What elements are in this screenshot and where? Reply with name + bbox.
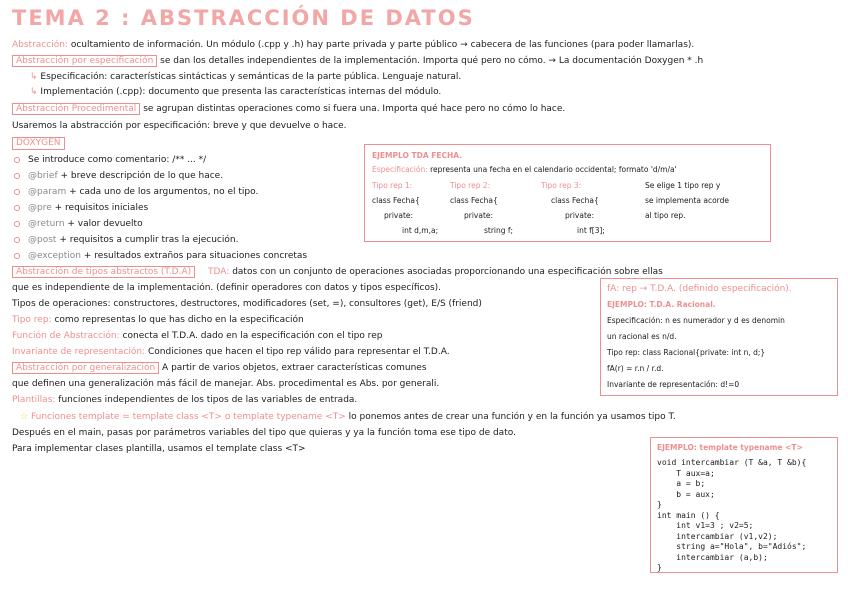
fecha-col3: Tipo rep 3: class Fecha{ private: int f[3]; <box>541 181 605 235</box>
bullet-icon <box>14 173 20 179</box>
tda-line: Abstracción de tipos abstractos (T.D.A) TDA: datos con un conjunto de operaciones asociadas proporcionando una especificación sobre ellas <box>12 267 663 278</box>
racional-invariante: Invariante de representación: d!=0 <box>607 380 740 389</box>
especificacion-sub2: ↳ Implementación (.cpp): documento que presenta las características internas del módulo. <box>30 87 442 97</box>
code-line: int v1=3 ; v2=5; <box>657 521 754 530</box>
bullet-icon <box>14 221 20 227</box>
abstraccion-text: ocultamiento de información. Un módulo (.cpp y .h) hay parte privada y parte público → cabecera de las funciones (para poder llamarlas). <box>70 40 695 50</box>
especificacion-text: se dan los detalles independientes de la implementación. Importa qué pero no cómo. → La documentación Doxygen * .h <box>160 56 704 66</box>
bullet-icon <box>14 237 20 243</box>
generalizacion-label: Abstracción por generalización <box>12 362 159 374</box>
doxygen-text: Se introduce como comentario: /** ... */ <box>28 155 207 165</box>
doxygen-item <box>14 152 307 168</box>
abstraccion-label: Abstracción: <box>12 40 68 50</box>
ejemplo-fecha-title: EJEMPLO TDA FECHA. <box>372 151 463 160</box>
codigo-lines <box>657 458 806 574</box>
racional-fa: fA(r) = r.n / r.d. <box>607 364 664 373</box>
racional-title: fA: rep → T.D.A. (definido especificación). <box>607 284 792 294</box>
tiporep-line: Tipo rep: como representas lo que has dicho en la especificación <box>12 315 304 325</box>
code-line: intercambiar (a,b); <box>657 552 768 562</box>
especificacion-sub1: ↳ Especificación: características sintácticas y semánticas de la parte pública. Lenguaje natural. <box>30 72 462 82</box>
doxygen-text: + requisitos iniciales <box>54 203 149 213</box>
arrow-icon: ↳ <box>30 72 38 82</box>
doxygen-text: + requisitos a cumplir tras la ejecución. <box>59 235 239 245</box>
doxygen-list <box>14 152 307 264</box>
code-line: } <box>657 563 662 572</box>
code-line: T aux=a; <box>657 468 715 478</box>
template-line3: Para implementar clases plantilla, usamos el template class <T> <box>12 444 306 454</box>
fecha-col2: Tipo rep 2: class Fecha{ private: string f; <box>450 181 514 235</box>
doxygen-item <box>14 216 307 232</box>
racional-esp2: un racional es n/d. <box>607 332 677 341</box>
ejemplo-fecha-esp: Especificación: representa una fecha en el calendario occidental; formato 'd/m/a' <box>372 165 677 174</box>
doxygen-item <box>14 232 307 248</box>
doxygen-label: DOXYGEN <box>12 137 65 150</box>
codigo-panel <box>650 437 838 573</box>
tda-line2: que es independiente de la implementación. (definir operadores con datos y tipos específicos). <box>12 283 442 293</box>
bullet-icon <box>14 253 20 259</box>
tipos-operaciones: Tipos de operaciones: constructores, destructores, modificadores (set, =), consultores (get), E/S (friend) <box>12 299 482 309</box>
code-line: b = aux; <box>657 489 715 499</box>
racional-tiporep: Tipo rep: class Racional{private: int n, d;} <box>607 348 766 357</box>
doxygen-text: + valor devuelto <box>67 219 143 229</box>
ejemplo-fecha-panel <box>364 144 771 242</box>
racional-panel <box>600 278 838 396</box>
doxygen-text: + breve descripción de lo que hace. <box>60 171 224 181</box>
procedimental-text: se agrupan distintas operaciones como si fuera una. Importa qué hace pero no cómo lo hace. <box>143 104 566 114</box>
doxygen-tag: @brief <box>28 171 58 181</box>
doxygen-item <box>14 168 307 184</box>
doxygen-tag: @post <box>28 235 57 245</box>
generalizacion-line2: que definen una generalización más fácil de manejar. Abs. procedimental es Abs. por generali. <box>12 379 440 389</box>
bullet-icon <box>14 189 20 195</box>
fecha-col4: Se elige 1 tipo rep y se implementa acorde al tipo rep. <box>645 181 729 220</box>
doxygen-text: + resultados extraños para situaciones concretas <box>83 251 308 261</box>
fecha-col1: Tipo rep 1: class Fecha{ private: int d,m,a; <box>372 181 439 235</box>
star-icon: ☆ <box>20 412 29 422</box>
code-line: void intercambiar (T &a, T &b){ <box>657 458 807 467</box>
codigo-title: EJEMPLO: template typename <T> <box>657 443 803 452</box>
plantillas-line: Plantillas: funciones independientes de los tipos de las variables de entrada. <box>12 395 358 405</box>
procedimental-label: Abstracción Procedimental <box>12 103 140 115</box>
code-line: } <box>657 500 662 509</box>
template-line2: Después en el main, pasas por parámetros variables del tipo que quieras y ya la función toma ese tipo de dato. <box>12 428 516 438</box>
doxygen-tag: @pre <box>28 203 52 213</box>
doxygen-item <box>14 248 307 264</box>
usaremos-line: Usaremos la abstracción por especificación: breve y que devuelve o hace. <box>12 121 347 131</box>
page-title: TEMA 2 : ABSTRACCIÓN DE DATOS <box>12 6 475 30</box>
doxygen-tag: @param <box>28 187 67 197</box>
code-line: a = b; <box>657 479 706 488</box>
funcion-abstraccion-line: Función de Abstracción: conecta el T.D.A. dado en la especificación con el tipo rep <box>12 331 383 341</box>
tda-label: Abstracción de tipos abstractos (T.D.A) <box>12 266 195 278</box>
doxygen-tag: @return <box>28 219 65 229</box>
template-line: ☆ Funciones template = template class <T> o template typename <T> lo ponemos antes de crear una función y en la función ya usamos tipo T. <box>20 412 676 422</box>
doxygen-tag: @exception <box>28 251 81 261</box>
doxygen-item <box>14 200 307 216</box>
bullet-icon <box>14 157 20 163</box>
code-line: intercambiar (v1,v2); <box>657 531 778 541</box>
doxygen-text: + cada uno de los argumentos, no el tipo. <box>69 187 259 197</box>
code-line: string a="Hola", b="Adiós"; <box>657 542 807 551</box>
bullet-icon <box>14 205 20 211</box>
doxygen-item <box>14 184 307 200</box>
arrow-icon: ↳ <box>30 87 38 97</box>
code-line: int main () { <box>657 510 720 520</box>
procedimental-line <box>12 104 565 115</box>
abstraccion-line <box>12 40 694 51</box>
especificacion-label: Abstracción por especificación <box>12 55 157 67</box>
racional-ejemplo: EJEMPLO: T.D.A. Racional. <box>607 300 716 309</box>
invariante-line: Invariante de representación: Condiciones que hacen el tipo rep válido para representar el T.D.A. <box>12 347 450 357</box>
racional-esp: Especificación: n es numerador y d es denomin <box>607 316 785 325</box>
especificacion-line <box>12 56 703 67</box>
generalizacion-line: Abstracción por generalización A partir de varios objetos, extraer características comunes <box>12 363 427 374</box>
